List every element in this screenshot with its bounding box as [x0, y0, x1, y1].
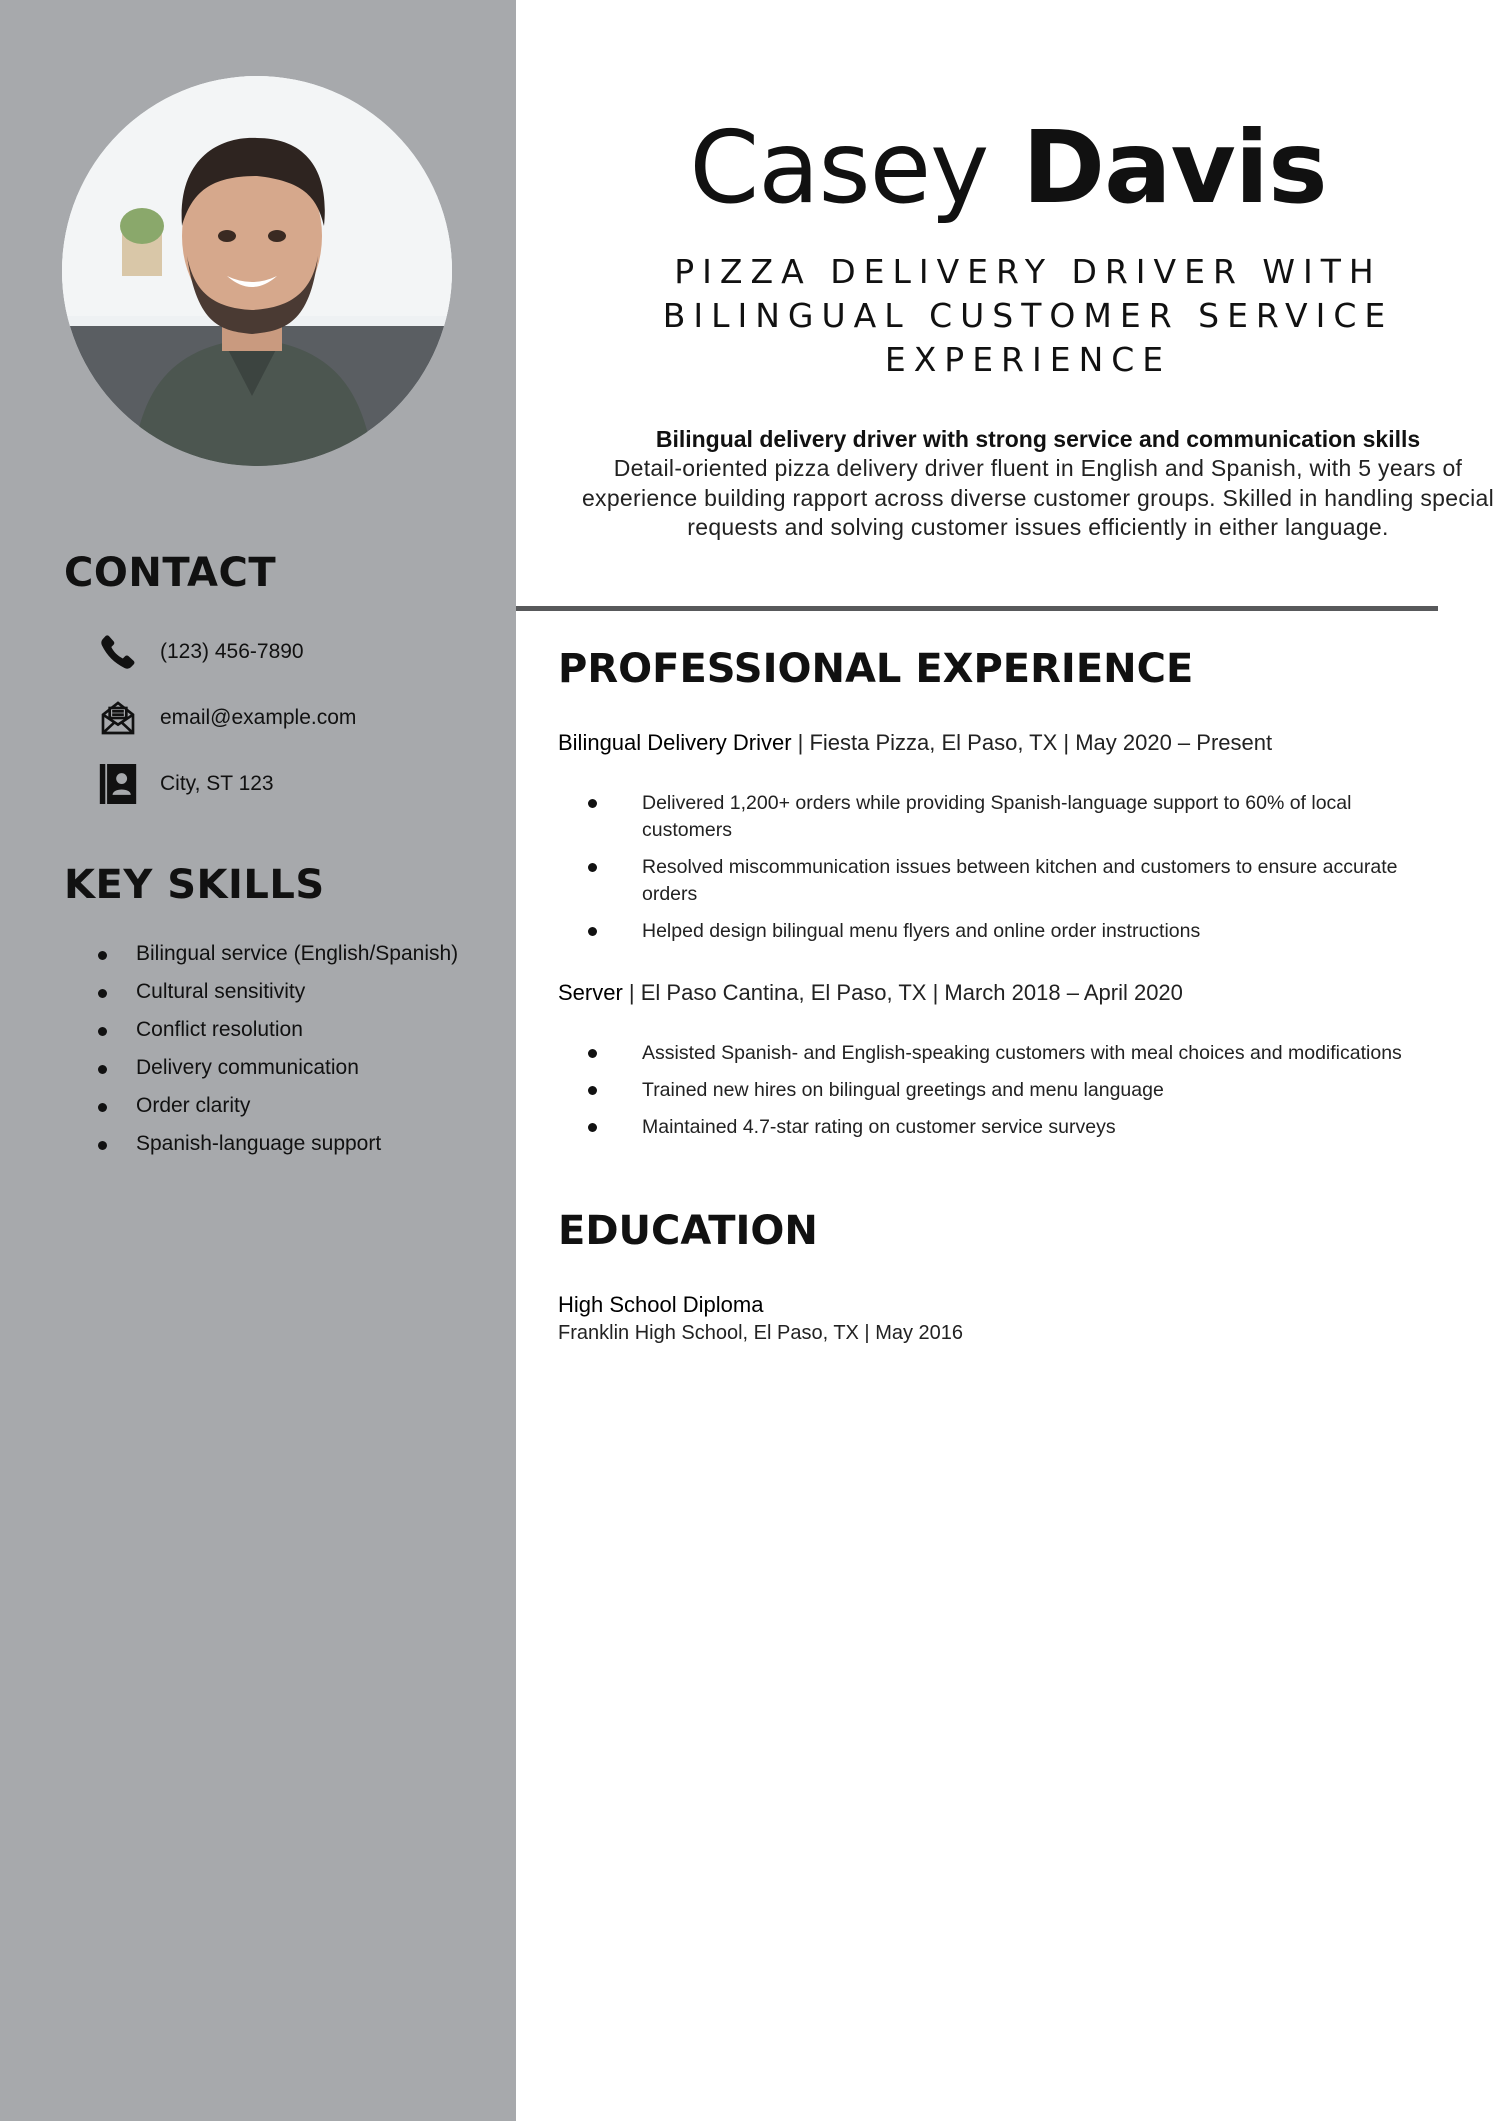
job-details: | El Paso Cantina, El Paso, TX | March 2018 – April 2020: [622, 980, 1183, 1005]
first-name: Casey: [689, 109, 989, 226]
job-bullet: Maintained 4.7-star rating on customer service surveys: [586, 1114, 1446, 1141]
skill-item: Cultural sensitivity: [96, 973, 458, 1011]
job-details: | Fiesta Pizza, El Paso, TX | May 2020 – Present: [791, 730, 1273, 755]
education-details: Franklin High School, El Paso, TX | May 2016: [558, 1322, 964, 1344]
job-bullet: Trained new hires on bilingual greetings and menu language: [586, 1077, 1446, 1104]
section-divider: [516, 606, 1438, 611]
contact-heading: CONTACT: [64, 550, 277, 596]
summary: [576, 424, 1500, 543]
job-bullet: Assisted Spanish- and English-speaking customers with meal choices and modifications: [586, 1040, 1446, 1067]
main-content: [516, 0, 1500, 2121]
job-role: Bilingual Delivery Driver: [558, 730, 792, 755]
key-skills-heading: KEY SKILLS: [64, 862, 325, 908]
email-icon: [96, 696, 140, 740]
contact-phone: [96, 630, 304, 674]
education-heading: EDUCATION: [558, 1208, 818, 1254]
phone-number[interactable]: (123) 456-7890: [160, 640, 304, 663]
last-name: Davis: [1022, 109, 1327, 226]
email-address[interactable]: email@example.com: [160, 706, 357, 729]
education-degree: High School Diploma: [558, 1292, 764, 1317]
skill-item: Order clarity: [96, 1087, 458, 1125]
job-bullets: [586, 790, 1446, 955]
job-bullet: Resolved miscommunication issues between kitchen and customers to ensure accurate orders: [586, 854, 1446, 908]
job-bullets: [586, 1040, 1446, 1151]
job-bullet: Delivered 1,200+ orders while providing Spanish-language support to 60% of local customers: [586, 790, 1446, 844]
skill-item: Delivery communication: [96, 1049, 458, 1087]
portrait-image: [62, 76, 452, 466]
job-role: Server: [558, 980, 623, 1005]
address-icon: [96, 762, 140, 806]
contact-email: [96, 696, 356, 740]
job-header: [558, 730, 1272, 756]
job-bullet: Helped design bilingual menu flyers and online order instructions: [586, 918, 1446, 945]
skills-list: [96, 935, 458, 1163]
summary-heading: Bilingual delivery driver with strong service and communication skills: [655, 426, 1421, 452]
sidebar: [0, 0, 516, 2121]
skill-item: Bilingual service (English/Spanish): [96, 935, 458, 973]
skill-item: Spanish-language support: [96, 1125, 458, 1163]
phone-icon: [96, 630, 140, 674]
job-header: [558, 980, 1183, 1006]
summary-text: Detail-oriented pizza delivery driver fluent in English and Spanish, with 5 years of experience building rapport across diverse customer groups. Skilled in handling special requests and solving customer issues efficiently in either language.: [581, 455, 1495, 540]
candidate-name: [516, 108, 1500, 228]
job-title: PIZZA DELIVERY DRIVER WITH BILINGUAL CUSTOMER SERVICE EXPERIENCE: [662, 252, 1394, 379]
skill-item: Conflict resolution: [96, 1011, 458, 1049]
contact-address: [96, 762, 274, 806]
address-text: City, ST 123: [160, 772, 274, 795]
profile-photo: [62, 76, 452, 466]
experience-heading: PROFESSIONAL EXPERIENCE: [558, 646, 1194, 692]
